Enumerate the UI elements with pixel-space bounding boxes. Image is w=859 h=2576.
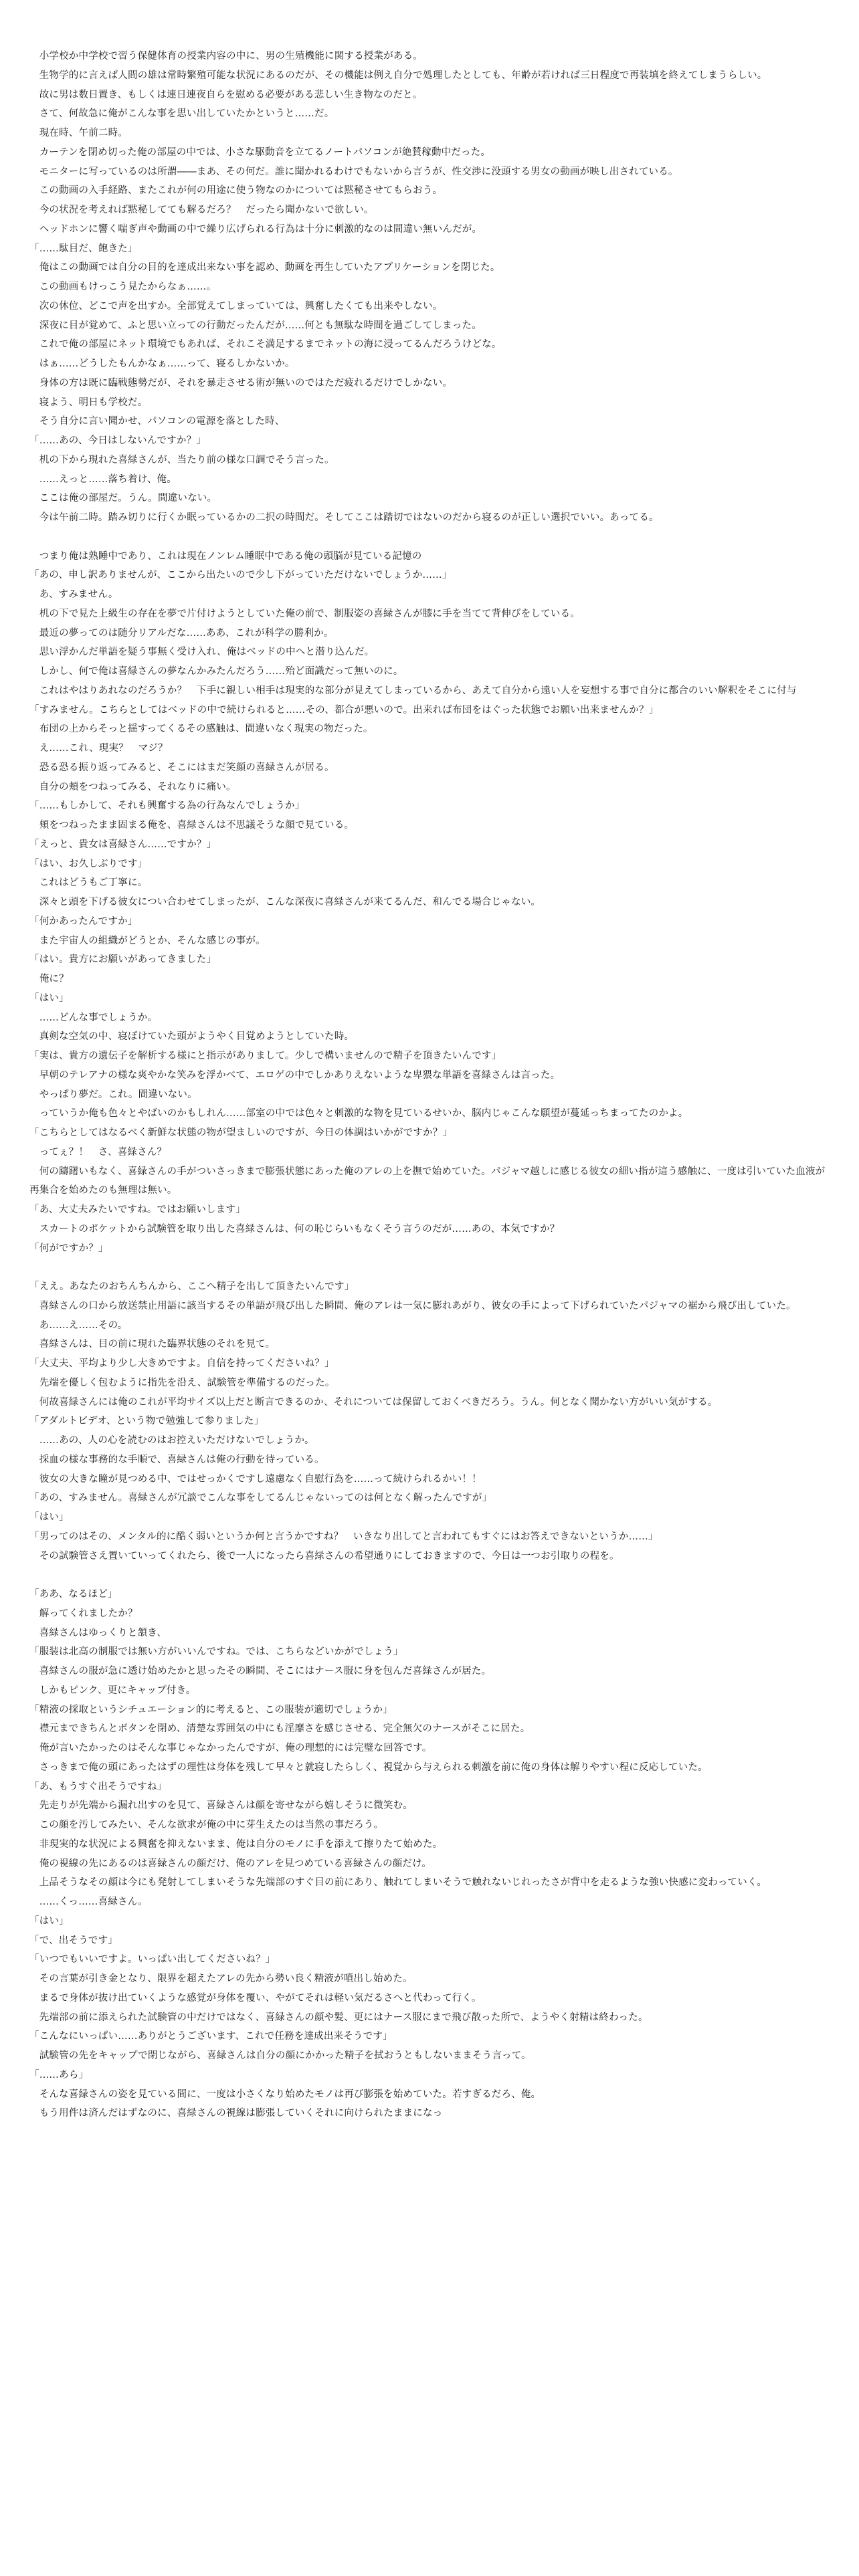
paragraph: っていうか俺も色々とやばいのかもしれん……部室の中では色々と刺激的な物を見ているせいか、脳内じゃこんな願望が蔓延っちまってたのかよ。 — [29, 1108, 688, 1119]
blank-line — [29, 528, 830, 547]
paragraph: 現在時、午前二時。 — [29, 128, 128, 138]
paragraph: この動画の入手経路、またこれが何の用途に使う物なのかについては黙秘させてもらおう。 — [29, 185, 443, 197]
paragraph: 生物学的に言えば人間の雄は常時繁殖可能な状況にあるのだが、その機能は例え自分で処理したとしても、年齢が若ければ三日程度で再装填を終えてしまうらしい。 — [29, 70, 767, 81]
paragraph: 「はい」 — [29, 1512, 69, 1523]
paragraph: 今は午前二時。踏み切りに行くか眠っているかの二択の時間だ。そしてここは踏切ではないのだから寝るのが正しい選択でいい。あってる。 — [29, 512, 659, 523]
paragraph: しかし、何で俺は喜緑さんの夢なんかみたんだろう……殆ど面識だって無いのに。 — [29, 666, 403, 677]
paragraph: 「はい」 — [29, 1915, 69, 1927]
paragraph: ってぇ？！ さ、喜緑さん？ — [29, 1146, 167, 1158]
paragraph: 次の休位、どこで声を出すか。全部覚えてしまっていては、興奮したくても出来やしない。 — [29, 300, 443, 312]
paragraph: 思い浮かんだ単語を疑う事無く受け入れ、俺はベッドの中へと潜り込んだ。 — [29, 647, 375, 658]
paragraph: 何故喜緑さんには俺のこれが平均サイズ以上だと断言できるのか、それについては保留しておくべきだろう。うん。何となく聞かない方がいい気がする。 — [29, 1396, 718, 1408]
paragraph: 「こんなにいっぱい……ありがとうございます、これで任務を達成出来そうです」 — [29, 2031, 393, 2042]
paragraph: 何の躊躇いもなく、喜緑さんの手がついさっきまで膨張状態にあった俺のアレの上を撫で始めていた。パジャマ越しに感じる彼女の細い指が這う感触に、一度は引いていた血液が再集合を始めたのも無理は無い。 — [29, 1166, 826, 1196]
paragraph: 「……あら」 — [29, 2069, 89, 2080]
paragraph: 「服装は北高の制服では無い方がいいんですね。では、こちらなどいかがでしょう」 — [29, 1646, 403, 1658]
paragraph: 机の下から現れた喜緑さんが、当たり前の様な口調でそう言った。 — [29, 454, 335, 465]
paragraph: 彼女の大きな瞳が見つめる中、ではせっかくですし遠慮なく自慰行為を……って続けられるかい！！ — [29, 1473, 482, 1485]
paragraph: カーテンを閉め切った俺の部屋の中では、小さな駆動音を立てるノートパソコンが絶賛稼動中だった。 — [29, 146, 491, 158]
paragraph: 寝よう、明日も学校だ。 — [29, 397, 148, 408]
paragraph: そう自分に言い聞かせ、パソコンの電源を落とした時、 — [29, 416, 285, 427]
paragraph: そんな喜緑さんの姿を見ている間に、一度は小さくなり始めたモノは再び膨張を始めていた。若すぎるだろ、俺。 — [29, 2088, 541, 2100]
paragraph: この顔を汚してみたい、そんな欲求が俺の中に芽生えたのは当然の事だろう。 — [29, 1820, 384, 1830]
paragraph: さっきまで俺の頭にあったはずの理性は身体を残して早々と就寝したらしく、視覚から与えられる刺激を前に俺の身体は解りやすい程に反応していた。 — [29, 1761, 708, 1773]
paragraph: 採血の様な事務的な手順で、喜緑さんは俺の行動を待っている。 — [29, 1454, 324, 1465]
paragraph: 「で、出そうです」 — [29, 1935, 118, 1946]
paragraph: この動画もけっこう見たからなぁ……。 — [29, 282, 217, 292]
paragraph: 俺に？ — [29, 974, 69, 984]
paragraph: 早朝のテレアナの様な爽やかな笑みを浮かべて、エロゲの中でしかありえないような卑猥な単語を喜緑さんは言った。 — [29, 1069, 561, 1081]
paragraph: 「ええ。あなたのおちんちんから、ここへ精子を出して頂きたいんです」 — [29, 1281, 355, 1292]
blank-line — [29, 1566, 830, 1585]
paragraph: ……えっと……落ち着け、俺。 — [29, 473, 177, 485]
paragraph: 襟元まできちんとボタンを閉め、清楚な雰囲気の中にも淫靡さを感じさせる、完全無欠のナースがそこに居た。 — [29, 1723, 531, 1735]
paragraph: 俺が言いたかったのはそんな事じゃなかったんですが、俺の理想的には完璧な回答です。 — [29, 1743, 432, 1753]
paragraph: 「何がですか？」 — [29, 1243, 108, 1254]
paragraph: モニターに写っているのは所謂――まあ、その何だ。誰に聞かれるわけでもないから言うが、性交渉に没頭する男女の動画が映し出されている。 — [29, 166, 678, 177]
paragraph: これはどうもご丁寧に。 — [29, 877, 148, 889]
paragraph: これで俺の部屋にネット環境でもあれば、それこそ満足するまでネットの海に浸ってるんだろうけどな。 — [29, 339, 502, 350]
paragraph: まるで身体が抜け出ていくような感覚が身体を覆い、やがてそれは軽い気だるさへと代わって行く。 — [29, 1992, 482, 2004]
paragraph: 先走りが先端から漏れ出すのを見て、喜緑さんは顔を寄せながら嬉しそうに微笑む。 — [29, 1800, 413, 1812]
paragraph: 恐る恐る振り返ってみると、そこにはまだ笑顔の喜緑さんが居る。 — [29, 762, 335, 773]
paragraph: あ……え……その。 — [29, 1319, 128, 1331]
paragraph: 非現実的な状況による興奮を抑えないまま、俺は自分のモノに手を添えて擦りたて始めた。 — [29, 1838, 443, 1850]
paragraph: ……くっ……喜緑さん。 — [29, 1897, 148, 1907]
paragraph: 「あの、申し訳ありませんが、ここから出たいので少し下がっていただけないでしょうか……」 — [29, 570, 452, 581]
paragraph: 「……駄目だ、飽きた」 — [29, 243, 138, 254]
paragraph: 「アダルトビデオ、という物で勉強して参りました」 — [29, 1416, 264, 1427]
paragraph: その言葉が引き金となり、限界を超えたアレの先から勢い良く精液が噴出し始めた。 — [29, 1973, 413, 1984]
paragraph: あ、すみません。 — [29, 589, 118, 600]
paragraph: 上品そうなその顔は今にも発射してしまいそうな先端部のすぐ目の前にあり、触れてしまいそうで触れないじれったさが背中を走るような強い快感に変わっていく。 — [29, 1877, 767, 1889]
paragraph: 布団の上からそっと揺すってくるその感触は、間違いなく現実の物だった。 — [29, 724, 373, 735]
paragraph: スカートのポケットから試験管を取り出した喜緑さんは、何の恥じらいもなくそう言うのだが……あの、本気ですか？ — [29, 1223, 560, 1235]
paragraph: 解ってくれましたか？ — [29, 1608, 138, 1619]
paragraph: 身体の方は既に臨戦態勢だが、それを暴走させる術が無いのではただ疲れるだけでしかない。 — [29, 377, 453, 389]
paragraph: 喜緑さんはゆっくりと頷き、 — [29, 1627, 167, 1638]
paragraph: 「大丈夫、平均より少し大きめですよ。自信を持ってくださいね？」 — [29, 1358, 335, 1369]
paragraph: 喜緑さんの口から放送禁止用語に該当するその単語が飛び出した瞬間、俺のアレは一気に膨れあがり、彼女の手によって下げられていたパジャマの裾から飛び出していた。 — [29, 1300, 796, 1311]
paragraph: つまり俺は熟睡中であり、これは現在ノンレム睡眠中である俺の頭脳が見ている記憶の — [29, 550, 422, 562]
paragraph: 「精液の採取というシチュエーション的に考えると、この服装が適切でしょうか」 — [29, 1704, 393, 1715]
paragraph: 小学校か中学校で習う保健体育の授業内容の中に、男の生殖機能に関する授業がある。 — [29, 51, 423, 62]
paragraph: 試験管の先をキャップで閉じながら、喜緑さんは自分の顔にかかった精子を拭おうともしないままそう言って。 — [29, 2050, 531, 2061]
paragraph: ……あの、人の心を読むのはお控えいただけないでしょうか。 — [29, 1435, 314, 1446]
paragraph: ……どんな事でしょうか。 — [29, 1012, 158, 1023]
paragraph: 真剣な空気の中、寝ぼけていた頭がようやく目覚めようとしていた時。 — [29, 1031, 355, 1043]
paragraph: 「……あの、今日はしないんですか？」 — [29, 435, 207, 446]
paragraph: 深夜に目が覚めて、ふと思い立っての行動だったんだが……何とも無駄な時間を過ごしてしまった。 — [29, 320, 482, 331]
paragraph: 「すみません。こちらとしてはベッドの中で続けられると……その、都合が悪いので。出来れば布団をはぐった状態でお願い出来ませんか？」 — [29, 704, 659, 716]
paragraph: 「えっと、貴女は喜緑さん……ですか？」 — [29, 839, 217, 850]
paragraph: 「あの、すみません。喜緑さんが冗談でこんな事をしてるんじゃないってのは何となく解ったんですが」 — [29, 1493, 492, 1504]
paragraph: はぁ……どうしたもんかなぁ……って、寝るしかないか。 — [29, 358, 295, 369]
paragraph: 「はい、お久しぶりです」 — [29, 858, 148, 869]
paragraph: これはやはりあれなのだろうか？ 下手に親しい相手は現実的な部分が見えてしまっているから、あえて自分から遠い人を妄想する事で自分に都合のいい解釈をそこに付与 — [29, 685, 797, 696]
paragraph: さて、何故急に俺がこんな事を思い出していたかというと……だ。 — [29, 108, 335, 120]
paragraph: 深々と頭を下げる彼女につい合わせてしまったが、こんな深夜に喜緑さんが来てるんだ、和んでる場合じゃない。 — [29, 897, 541, 907]
paragraph: え……これ、現実？ マジ？ — [29, 743, 168, 754]
paragraph: 自分の頬をつねってみる、それなりに痛い。 — [29, 781, 236, 792]
paragraph: 俺はこの動画では自分の目的を達成出来ない事を認め、動画を再生していたアプリケーションを閉じた。 — [29, 262, 500, 274]
paragraph: 机の下で見た上級生の存在を夢で片付けようとしていた俺の前で、制服姿の喜緑さんが膝に手を当てて背伸びをしている。 — [29, 608, 580, 619]
paragraph: 先端を優しく包むように指先を沿え、試験管を準備するのだった。 — [29, 1377, 335, 1388]
paragraph: また宇宙人の組織がどうとか、そんな感じの事が。 — [29, 935, 266, 946]
paragraph: 俺の視線の先にあるのは喜緑さんの顔だけ、俺のアレを見つめている喜緑さんの顔だけ。 — [29, 1858, 432, 1869]
paragraph: 今の状況を考えれば黙秘してても解るだろ？ だったら聞かないで欲しい。 — [29, 205, 374, 215]
paragraph: 頬をつねったまま固まる俺を、喜緑さんは不思議そうな顔で見ている。 — [29, 820, 355, 831]
paragraph: しかもピンク、更にキャップ付き。 — [29, 1685, 196, 1696]
paragraph: 最近の夢ってのは随分リアルだな……ああ、これが科学の勝利か。 — [29, 627, 334, 639]
paragraph: もう用件は済んだはずなのに、喜緑さんの視線は膨張していくそれに向けられたままになっ — [29, 2108, 443, 2119]
paragraph: 先端部の前に添えられた試験管の中だけではなく、喜緑さんの顔や髪、更にはナース服にまで飛び散った所で、ようやく射精は終わった。 — [29, 2012, 648, 2023]
paragraph: 「こちらとしてはなるべく新鮮な状態の物が望ましいのですが、今日の体調はいかがですか？」 — [29, 1128, 453, 1138]
paragraph: ヘッドホンに響く喘ぎ声や動画の中で繰り広げられる行為は十分に刺激的なのは間違い無いんだが。 — [29, 223, 482, 235]
paragraph: 「はい。貴方にお願いがあってきました」 — [29, 954, 217, 966]
paragraph: 「ああ、なるほど」 — [29, 1589, 118, 1600]
paragraph: やっぱり夢だ。これ。間違いない。 — [29, 1089, 197, 1100]
paragraph: 「……もしかして、それも興奮する為の行為なんでしょうか」 — [29, 800, 305, 812]
paragraph: ここは俺の部屋だ。うん。間違いない。 — [29, 493, 217, 504]
blank-line — [29, 1258, 830, 1277]
paragraph: 「いつでもいいですよ。いっぱい出してくださいね？」 — [29, 1954, 276, 1965]
paragraph: 「実は、貴方の遺伝子を解析する様にと指示がありまして。少しで構いませんので精子を頂きたいんです」 — [29, 1051, 502, 1061]
paragraph: 「何かあったんですか」 — [29, 916, 138, 927]
paragraph: 喜緑さんは、目の前に現れた臨界状態のそれを見て。 — [29, 1339, 276, 1350]
paragraph: その試験管さえ置いていってくれたら、後で一人になったら喜緑さんの希望通りにしておきますので、今日は一つお引取りの程を。 — [29, 1550, 619, 1562]
paragraph: 故に男は数日置き、もしくは連日連夜自らを慰める必要がある悲しい生き物なのだと。 — [29, 89, 423, 100]
paragraph: 「はい」 — [29, 992, 69, 1004]
paragraph: 「男ってのはその、メンタル的に酷く弱いというか何と言うかですね？ いきなり出してと言われてもすぐにはお答えできないというか……」 — [29, 1531, 658, 1542]
paragraph: 喜緑さんの服が急に透け始めたかと思ったその瞬間、そこにはナース服に身を包んだ喜緑さんが居た。 — [29, 1666, 492, 1677]
paragraph: 「あ、大丈夫みたいですね。ではお願いします」 — [29, 1204, 246, 1215]
paragraph: 「あ、もうすぐ出そうですね」 — [29, 1781, 167, 1792]
